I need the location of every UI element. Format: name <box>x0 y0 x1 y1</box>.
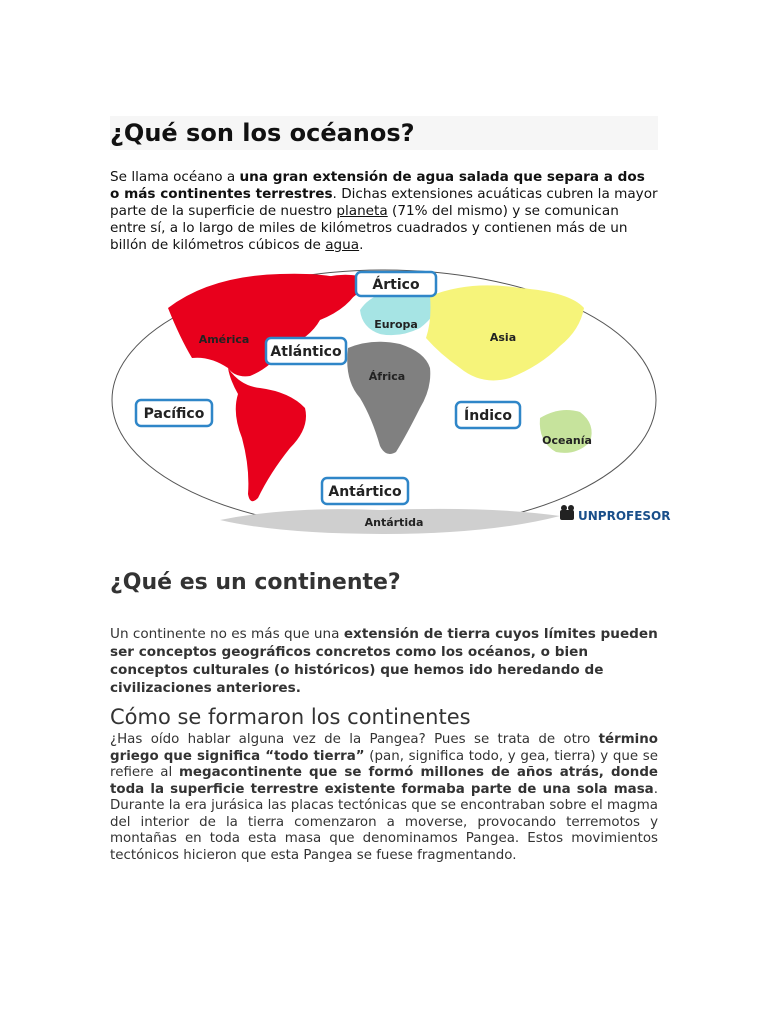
text-segment: . Durante la era jurásica las placas tectónicas que se encontraban sobre el magma del interior de la tierra comenzaron a moverse, provocando terremotos y montañas en toda esta masa que denominamos Pangea. Estos movimientos tectónicos hicieron que esta Pangea se fuese fragmentando. <box>110 781 658 863</box>
link-planeta[interactable]: planeta <box>336 203 388 219</box>
heading-formacion: Cómo se formaron los continentes <box>110 705 471 729</box>
text-segment: (pan, significa todo, y gea, tierra) y que se refiere al <box>110 748 658 780</box>
label-indico-text: Índico <box>464 408 512 424</box>
bold-segment: extensión de tierra cuyos límites pueden ser conceptos geográficos concretos como los océanos, o bien conceptos culturales (o históricos) que hemos ido heredando de civilizaciones anteriores. <box>110 626 658 696</box>
label-america: América <box>198 333 250 346</box>
brand-logo <box>560 505 671 523</box>
label-antartico-text: Antártico <box>328 484 402 500</box>
label-atlantico <box>266 338 346 364</box>
link-agua[interactable]: agua <box>325 237 360 253</box>
world-map <box>110 268 671 536</box>
label-oceania: Oceanía <box>542 434 592 447</box>
text-segment: Un continente no es más que una <box>110 626 344 642</box>
text-segment: . Dichas extensiones acuáticas cubren la mayor parte de la superficie de nuestro <box>110 186 658 219</box>
label-atlantico-text: Atlántico <box>270 344 342 360</box>
text-segment: ¿Has oído hablar alguna vez de la Pangea? Pues se trata de otro <box>110 732 599 747</box>
label-antartico <box>322 478 408 504</box>
text-segment: Se llama océano a <box>110 169 240 185</box>
label-artico <box>356 272 436 296</box>
heading-continente: ¿Qué es un continente? <box>110 570 401 595</box>
label-indico <box>456 402 520 428</box>
label-antartida: Antártida <box>364 516 424 529</box>
bold-segment: megacontinente que se formó millones de años atrás, donde toda la superficie terrestre existente formaba parte de una sola masa <box>110 765 658 797</box>
label-asia: Asia <box>489 331 517 344</box>
paragraph-continente <box>110 625 658 697</box>
paragraph-oceanos <box>110 169 658 254</box>
label-pacifico-text: Pacífico <box>143 406 205 422</box>
paragraph-formacion <box>110 732 658 864</box>
text-segment: (71% del mismo) y se comunican entre sí, a lo largo de miles de kilómetros cuadrados y contienen más de un billón de kilómetros cúbicos de <box>110 203 628 253</box>
label-pacifico <box>136 400 212 426</box>
bold-segment: término griego que significa “todo tierra” <box>110 732 658 764</box>
heading-oceanos: ¿Qué son los océanos? <box>110 116 658 150</box>
camera-icon <box>560 510 574 520</box>
bold-segment: una gran extensión de agua salada que separa a dos o más continentes terrestres <box>110 169 645 202</box>
text-segment: . <box>359 237 364 253</box>
label-artico-text: Ártico <box>372 277 420 293</box>
label-africa: África <box>368 370 406 383</box>
brand-text: UNPROFESOR <box>578 509 671 523</box>
label-europa: Europa <box>374 318 418 331</box>
